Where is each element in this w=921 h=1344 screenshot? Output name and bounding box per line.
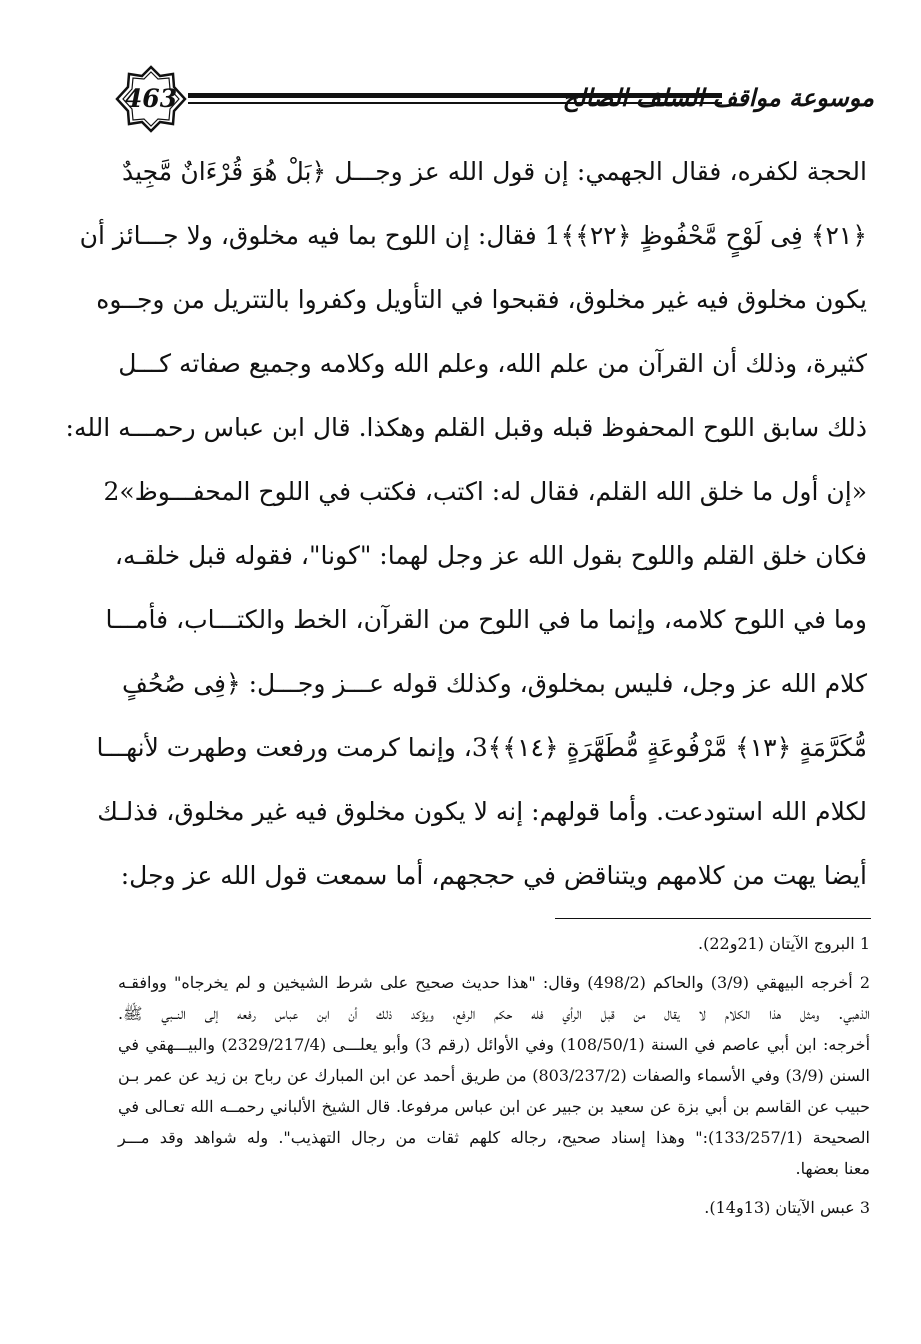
text-line: كثيرة، وذلك أن القرآن من علم الله، وعلم الله وكلامه وجميع صفاته كـــل <box>118 349 867 378</box>
text-line: ذلك سابق اللوح المحفوظ قبله وقبل القلم وهكذا. قال ابن عباس رحمـــه الله: <box>65 413 867 442</box>
footnote-2-line: الصحيحة (133/257/1):" وهذا إسناد صحيح، رجاله كلهم ثقات من رجال التهذيب". وله شواهد وقد مـــر <box>118 1128 870 1147</box>
footnote-1: 1 البروج الآيتان (21و22). <box>698 934 870 953</box>
text-line: كلام الله عز وجل، فليس بمخلوق، وكذلك قوله عـــز وجـــل: ﴿فِى صُحُفٍ <box>122 669 867 698</box>
page-number: 463 <box>124 84 178 113</box>
text-line: أيضا يهت من كلامهم ويتناقض في حججهم، أما سمعت قول الله عز وجل: <box>120 861 867 890</box>
text-line: يكون مخلوق فيه غير مخلوق، فقبحوا في التأويل وكفروا بالتتريل من وجــوه <box>96 285 867 314</box>
footnote-2-line: حبيب عن القاسم بن أبي بزة عن سعيد بن جبير عن ابن عباس مرفوعا. قال الشيخ الألباني رحمــه الله تعـالى في <box>118 1097 870 1116</box>
footnote-2-line: معنا بعضها. <box>795 1159 870 1178</box>
text-line: مُّكَرَّمَةٍ ﴿١٣﴾ مَّرْفُوعَةٍ مُّطَهَّرَةٍ ﴿١٤﴾﴾3، وإنما كرمت ورفعت وطهرت لأنهـــا <box>96 733 867 762</box>
main-text <box>65 140 867 908</box>
text-line: وما في اللوح كلامه، وإنما ما في اللوح من القرآن، الخط والكتـــاب، فأمـــا <box>105 605 867 634</box>
footnote-separator <box>555 918 871 919</box>
footnote-2-line: 2 أخرجه البيهقي (3/9) والحاكم (498/2) وقال: "هذا حديث صحيح على شرط الشيخين و لم يخرجاه" ووافقـه <box>118 973 870 992</box>
text-line: الحجة لكفره، فقال الجهمي: إن قول الله عز وجـــل ﴿بَلْ هُوَ قُرْءَانٌ مَّجِيدٌ <box>122 157 867 186</box>
text-line: فكان خلق القلم واللوح بقول الله عز وجل لهما: "كونا"، فقوله قبل خلقـه، <box>114 541 867 570</box>
text-line: لكلام الله استودعت. وأما قولهم: إنه لا يكون مخلوق فيه غير مخلوق، فذلـك <box>97 797 867 826</box>
text-line: «إن أول ما خلق الله القلم، فقال له: اكتب، فكتب في اللوح المحفـــوظ»2 <box>103 477 867 506</box>
book-title: موسوعة مواقف السلف الصالح <box>562 84 874 112</box>
text-line: ﴿٢١﴾ فِى لَوْحٍ مَّحْفُوظٍ ﴿٢٢﴾﴾1 فقال: إن اللوح بما فيه مخلوق، ولا جـــائز أن <box>79 221 867 250</box>
footnote-2-line: الذهبي. ومثل هذا الكلام لا يقال من قبل الرأي فله حكم الرفع، ويؤكد ذلك أن ابن عباس رفعه إلى النــبي ﷺ. <box>118 1004 870 1023</box>
page-header <box>110 62 874 138</box>
footnote-2-line: أخرجه: ابن أبي عاصم في السنة (108/50/1) وفي الأوائل (رقم 3) وأبو يعلـــى (2329/217/4) والبيـــهقي في <box>118 1035 871 1054</box>
footnote-3: 3 عبس الآيتان (13و14). <box>704 1198 870 1217</box>
page-number-badge <box>116 66 186 132</box>
footnotes <box>118 928 870 1223</box>
footnote-2-line: السنن (3/9) وفي الأسماء والصفات (803/237/2) من طريق أحمد عن ابن المبارك عن رباح بن زيد عن عمر بـن <box>118 1066 870 1085</box>
